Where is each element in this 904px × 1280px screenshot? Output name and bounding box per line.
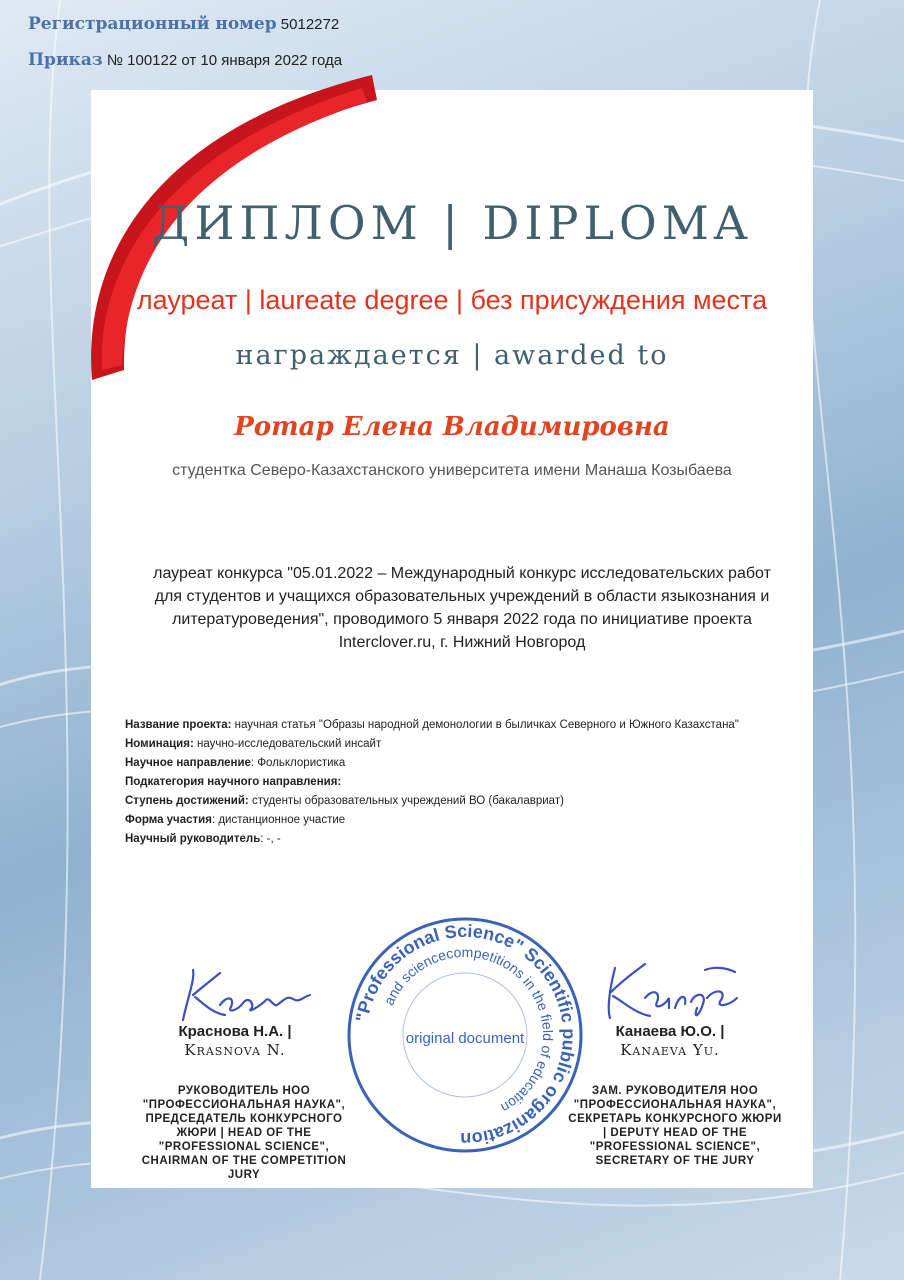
detail-row xyxy=(125,811,775,830)
detail-row xyxy=(125,754,775,773)
recipient-affiliation: студентка Северо-Казахстанского университета имени Манаша Козыбаева xyxy=(172,462,732,479)
registration-label: Регистрационный номер xyxy=(28,14,277,34)
signer-left-name-ru: Краснова Н.А. | xyxy=(178,1023,292,1040)
detail-value: : Фольклористика xyxy=(250,757,346,769)
awarded-to: награждается | awarded to xyxy=(235,340,669,371)
signature-right-image xyxy=(595,958,745,1023)
detail-label: Ступень достижений: xyxy=(125,795,249,807)
detail-row xyxy=(125,735,775,754)
order-value: № 100122 от 10 января 2022 года xyxy=(106,52,343,69)
detail-row xyxy=(125,830,775,849)
order-line xyxy=(28,50,342,70)
order-label: Приказ xyxy=(28,50,103,70)
contest-description xyxy=(130,562,794,654)
stamp-inner-text: and sciencecompetitions in the field of education xyxy=(380,943,557,1117)
signer-right-name-ru: Канаева Ю.О. | xyxy=(615,1023,725,1040)
detail-value: научно-исследовательский инсайт xyxy=(193,738,382,750)
signature-right-name xyxy=(575,1022,765,1060)
detail-value: научная статья "Образы народной демонологии в быличках Северного и Южного Казахстана" xyxy=(231,719,739,731)
stamp-outer-text: "Professional Science" Scientific public organization xyxy=(351,920,580,1150)
detail-label: Форма участия xyxy=(125,814,212,826)
signature-left-name xyxy=(140,1022,330,1060)
diploma-title: ДИПЛОМ | DIPLOMA xyxy=(151,196,753,250)
contest-line: для студентов и учащихся образовательных учреждений в области языкознания и xyxy=(154,588,770,605)
signer-right-role: ЗАМ. РУКОВОДИТЕЛЯ НОО "ПРОФЕССИОНАЛЬНАЯ НАУКА", СЕКРЕТАРЬ КОНКУРСНОГО ЖЮРИ | DEPUTY HEAD OF THE "PROFESSIONAL SCIENCE", SECRETARY OF THE JURY xyxy=(568,1085,782,1167)
recipient-name: Ротар Елена Владимировна xyxy=(234,412,670,442)
signer-right-name-en: Kanaeva Yu. xyxy=(620,1041,720,1059)
detail-row xyxy=(125,792,775,811)
signer-left-role: РУКОВОДИТЕЛЬ НОО "ПРОФЕССИОНАЛЬНАЯ НАУКА", ПРЕДСЕДАТЕЛЬ КОНКУРСНОГО ЖЮРИ | HEAD OF THE "PROFESSIONAL SCIENCE", CHAIRMAN OF THE COMPETITION JURY xyxy=(141,1085,347,1181)
official-stamp xyxy=(345,915,585,1155)
detail-row xyxy=(125,716,775,735)
detail-label: Подкатегория научного направления: xyxy=(125,776,342,788)
degree-line: лауреат | laureate degree | без присуждения места xyxy=(136,285,768,315)
contest-line: Interclover.ru, г. Нижний Новгород xyxy=(338,634,586,651)
detail-label: Научное направление xyxy=(125,757,251,769)
detail-row xyxy=(125,773,775,792)
contest-line: литературоведения", проводимого 5 января 2022 года по инициативе проекта xyxy=(172,611,752,628)
registration-line xyxy=(28,14,339,34)
signature-left-image xyxy=(165,965,315,1025)
stamp-center-text: original document xyxy=(405,1030,525,1047)
signer-left-name-en: Krasnova N. xyxy=(184,1041,286,1059)
detail-value: студенты образовательных учреждений ВО (бакалавриат) xyxy=(248,795,564,807)
detail-label: Номинация: xyxy=(125,738,194,750)
registration-number: 5012272 xyxy=(280,16,340,33)
detail-value: : -, - xyxy=(260,833,281,845)
detail-value: : дистанционное участие xyxy=(211,814,346,826)
contest-line: лауреат конкурса "05.01.2022 – Международный конкурс исследовательских работ xyxy=(153,565,771,582)
detail-label: Научный руководитель xyxy=(125,833,261,845)
project-details xyxy=(125,716,775,849)
detail-label: Название проекта: xyxy=(125,719,232,731)
